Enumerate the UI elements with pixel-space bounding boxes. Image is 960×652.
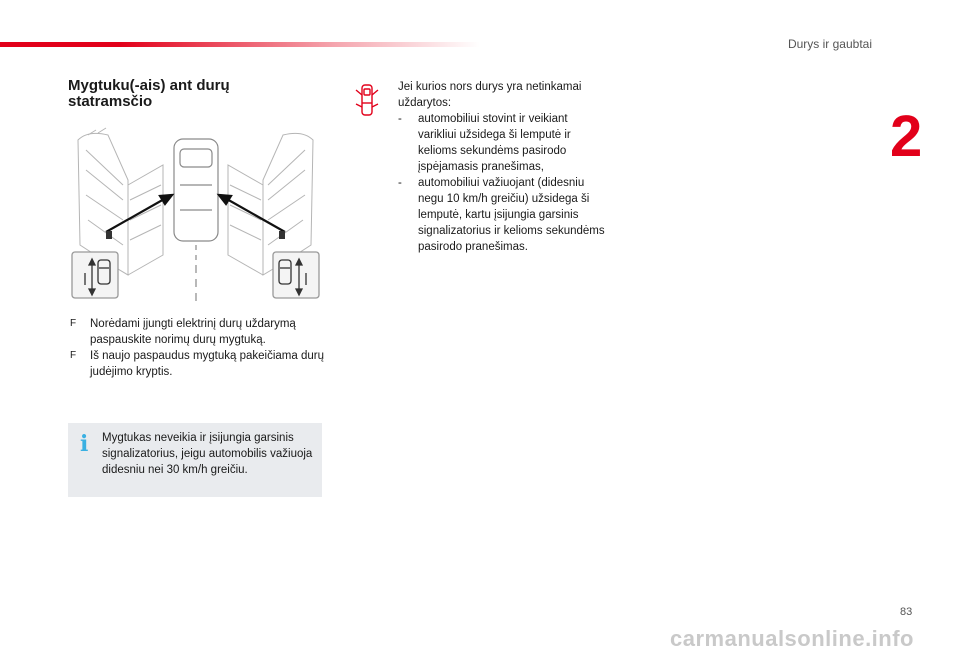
warning-intro: Jei kurios nors durys yra netinkamai uždarytos: <box>398 81 582 109</box>
info-text: Mygtukas neveikia ir įsijungia garsinis signalizatorius, jeigu automobilis važiuoja didesniu nei 30 km/h greičiu. <box>102 432 313 476</box>
instruction-item <box>68 316 328 348</box>
instruction-text: Iš naujo paspaudus mygtuką pakeičiama durų judėjimo kryptis. <box>90 350 324 378</box>
instruction-item <box>68 348 328 380</box>
warning-text: automobiliui važiuojant (didesniu negu 10 km/h greičiu) užsidega ši lemputė, kartu įsijungia garsinis signalizatorius ir kelioms sekundėms pasirodo pranešimas. <box>418 177 605 253</box>
left-door-button <box>106 231 112 239</box>
page-heading <box>68 78 328 110</box>
instruction-text: Norėdami įjungti elektrinį durų uždarymą paspauskite norimų durų mygtuką. <box>90 318 296 346</box>
heading-line-2: statramsčio <box>68 93 153 110</box>
bullet-mark: F <box>70 318 77 329</box>
dash-mark: - <box>398 113 402 125</box>
right-button-callout-icon <box>273 252 319 298</box>
door-warning-icon <box>354 81 380 119</box>
car-top-view <box>174 139 218 305</box>
section-title: Durys ir gaubtai <box>787 37 872 51</box>
warning-text: automobiliui stovint ir veikiant varikliui užsidega ši lemputė ir kelioms sekundėms pasirodo įspėjamasis pranešimas, <box>418 113 571 173</box>
warning-item <box>398 111 608 175</box>
right-door-button <box>279 231 285 239</box>
door-button-illustration <box>68 125 323 310</box>
heading-line-1: Mygtuku(-ais) ant durų <box>68 77 230 94</box>
bullet-mark: F <box>70 350 77 361</box>
instruction-list <box>68 316 328 380</box>
watermark-text: carmanualsonline.info <box>670 626 914 651</box>
top-accent-bar <box>0 42 480 47</box>
info-box <box>68 423 322 497</box>
chapter-number: 2 <box>890 104 923 169</box>
warning-item <box>398 175 608 255</box>
page-number: 83 <box>900 606 913 618</box>
warning-list <box>398 111 608 255</box>
left-button-callout-icon <box>72 252 118 298</box>
dash-mark: - <box>398 177 402 189</box>
info-icon: i <box>80 431 89 457</box>
